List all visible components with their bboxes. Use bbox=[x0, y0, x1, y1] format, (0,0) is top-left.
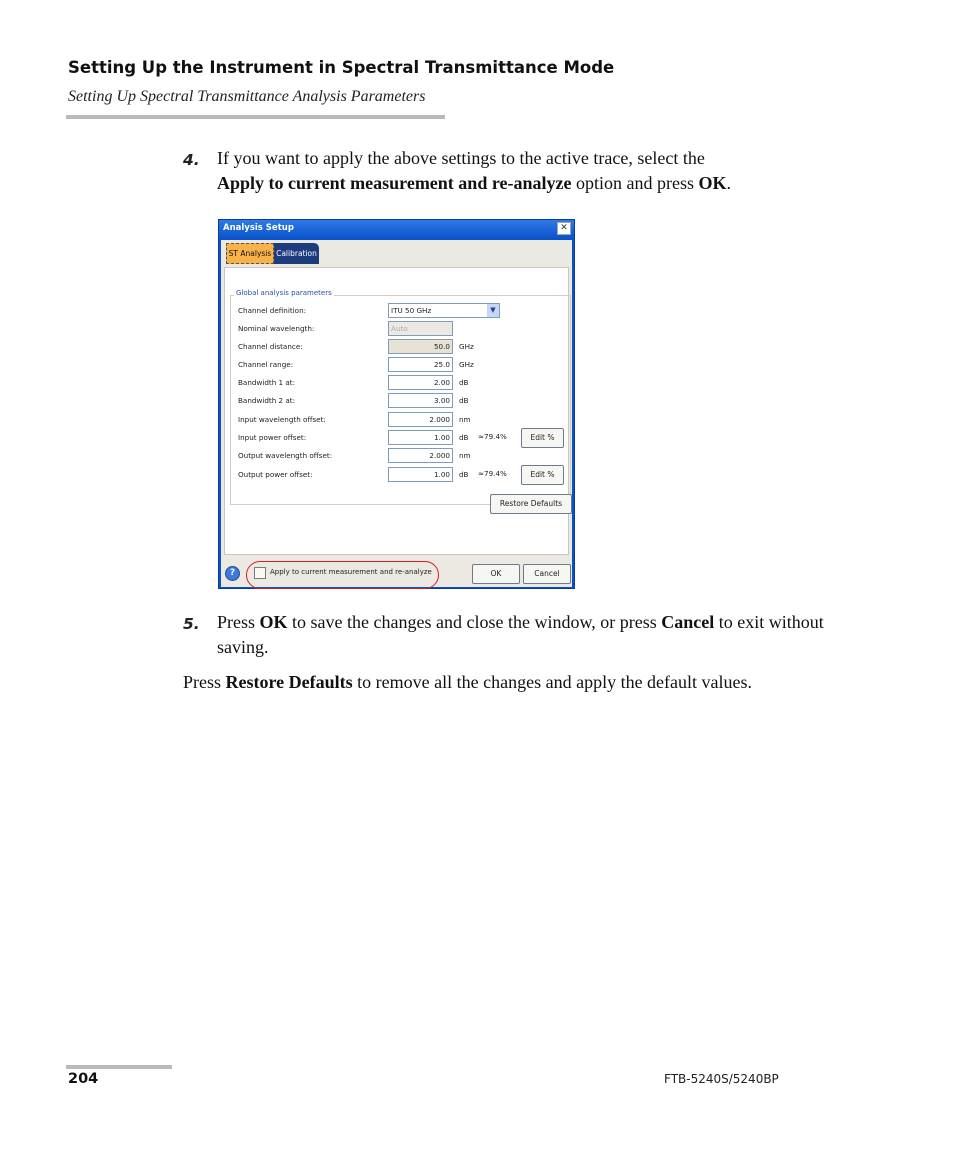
page-number: 204 bbox=[68, 1071, 99, 1087]
channel-range-unit: GHz bbox=[459, 360, 474, 369]
row-output-wavelength-offset bbox=[225, 448, 568, 464]
channel-distance-unit: GHz bbox=[459, 342, 474, 351]
close-icon[interactable]: ✕ bbox=[557, 222, 571, 235]
chevron-down-icon[interactable]: ▼ bbox=[487, 304, 499, 317]
channel-distance-label: Channel distance: bbox=[238, 342, 303, 351]
channel-range-input[interactable]: 25.0 bbox=[388, 357, 453, 372]
edit-percent-button-input[interactable]: Edit % bbox=[521, 428, 564, 448]
channel-definition-label: Channel definition: bbox=[238, 306, 307, 315]
dialog-titlebar bbox=[219, 220, 574, 239]
row-bandwidth-1 bbox=[225, 375, 568, 391]
input-power-offset-label: Input power offset: bbox=[238, 433, 307, 442]
cancel-button[interactable]: Cancel bbox=[523, 564, 571, 584]
ok-button[interactable]: OK bbox=[472, 564, 520, 584]
row-channel-range bbox=[225, 357, 568, 373]
page-header-title: Setting Up the Instrument in Spectral Transmittance Mode bbox=[68, 58, 615, 77]
input-wavelength-offset-label: Input wavelength offset: bbox=[238, 415, 326, 424]
nominal-wavelength-label: Nominal wavelength: bbox=[238, 324, 315, 333]
apply-reanalyze-label[interactable]: Apply to current measurement and re-analyze bbox=[270, 568, 432, 576]
analysis-setup-dialog bbox=[218, 219, 575, 589]
step-5-text: Press OK to save the changes and close the window, or press Cancel to exit without saving. bbox=[217, 612, 824, 657]
restore-defaults-button[interactable]: Restore Defaults bbox=[490, 494, 572, 514]
input-power-offset-input[interactable]: 1.00 bbox=[388, 430, 453, 445]
bandwidth-1-label: Bandwidth 1 at: bbox=[238, 378, 296, 387]
nominal-wavelength-input: Auto bbox=[388, 321, 453, 336]
edit-percent-button-output[interactable]: Edit % bbox=[521, 465, 564, 485]
header-divider bbox=[66, 115, 445, 119]
output-wavelength-offset-input[interactable]: 2.000 bbox=[388, 448, 453, 463]
tab-calibration[interactable]: Calibration bbox=[274, 243, 319, 264]
dialog-bottom-bar bbox=[221, 560, 572, 587]
help-icon[interactable]: ? bbox=[225, 566, 240, 581]
channel-distance-input: 50.0 bbox=[388, 339, 453, 354]
bandwidth-2-label: Bandwidth 2 at: bbox=[238, 396, 296, 405]
step-4-number: 4. bbox=[183, 151, 200, 169]
product-model: FTB-5240S/5240BP bbox=[664, 1072, 779, 1086]
dialog-title: Analysis Setup bbox=[223, 223, 294, 233]
input-power-offset-unit: dB bbox=[459, 433, 469, 442]
row-input-power-offset bbox=[225, 430, 568, 446]
output-power-offset-unit: dB bbox=[459, 470, 469, 479]
output-power-percent: ≈79.4% bbox=[478, 469, 507, 478]
row-nominal-wavelength bbox=[225, 321, 568, 337]
apply-reanalyze-checkbox[interactable] bbox=[254, 567, 266, 579]
row-channel-definition bbox=[225, 303, 568, 319]
footer-divider bbox=[66, 1065, 172, 1069]
input-wavelength-offset-unit: nm bbox=[459, 415, 471, 424]
output-power-offset-label: Output power offset: bbox=[238, 470, 313, 479]
restore-defaults-note: Press Restore Defaults to remove all the changes and apply the default values. bbox=[183, 672, 753, 692]
step-5-number: 5. bbox=[183, 615, 200, 633]
st-analysis-panel bbox=[224, 267, 569, 555]
bandwidth-1-unit: dB bbox=[459, 378, 469, 387]
row-channel-distance bbox=[225, 339, 568, 355]
input-power-percent: ≈79.4% bbox=[478, 432, 507, 441]
step-4-text: If you want to apply the above settings to the active trace, select the Apply to current measurement and re-analyze option and press OK. bbox=[217, 148, 731, 193]
channel-definition-select[interactable]: ITU 50 GHz ▼ bbox=[388, 303, 500, 318]
group-title: Global analysis parameters bbox=[236, 289, 332, 297]
input-wavelength-offset-input[interactable]: 2.000 bbox=[388, 412, 453, 427]
output-wavelength-offset-label: Output wavelength offset: bbox=[238, 451, 333, 460]
output-power-offset-input[interactable]: 1.00 bbox=[388, 467, 453, 482]
tab-st-analysis[interactable]: ST Analysis bbox=[226, 243, 274, 264]
dialog-body bbox=[221, 240, 572, 587]
bandwidth-1-input[interactable]: 2.00 bbox=[388, 375, 453, 390]
row-output-power-offset bbox=[225, 467, 568, 483]
bandwidth-2-unit: dB bbox=[459, 396, 469, 405]
tab-strip bbox=[221, 240, 572, 267]
page-header-subtitle: Setting Up Spectral Transmittance Analysis Parameters bbox=[68, 88, 426, 105]
row-bandwidth-2 bbox=[225, 393, 568, 409]
row-input-wavelength-offset bbox=[225, 412, 568, 428]
output-wavelength-offset-unit: nm bbox=[459, 451, 471, 460]
bandwidth-2-input[interactable]: 3.00 bbox=[388, 393, 453, 408]
channel-range-label: Channel range: bbox=[238, 360, 294, 369]
